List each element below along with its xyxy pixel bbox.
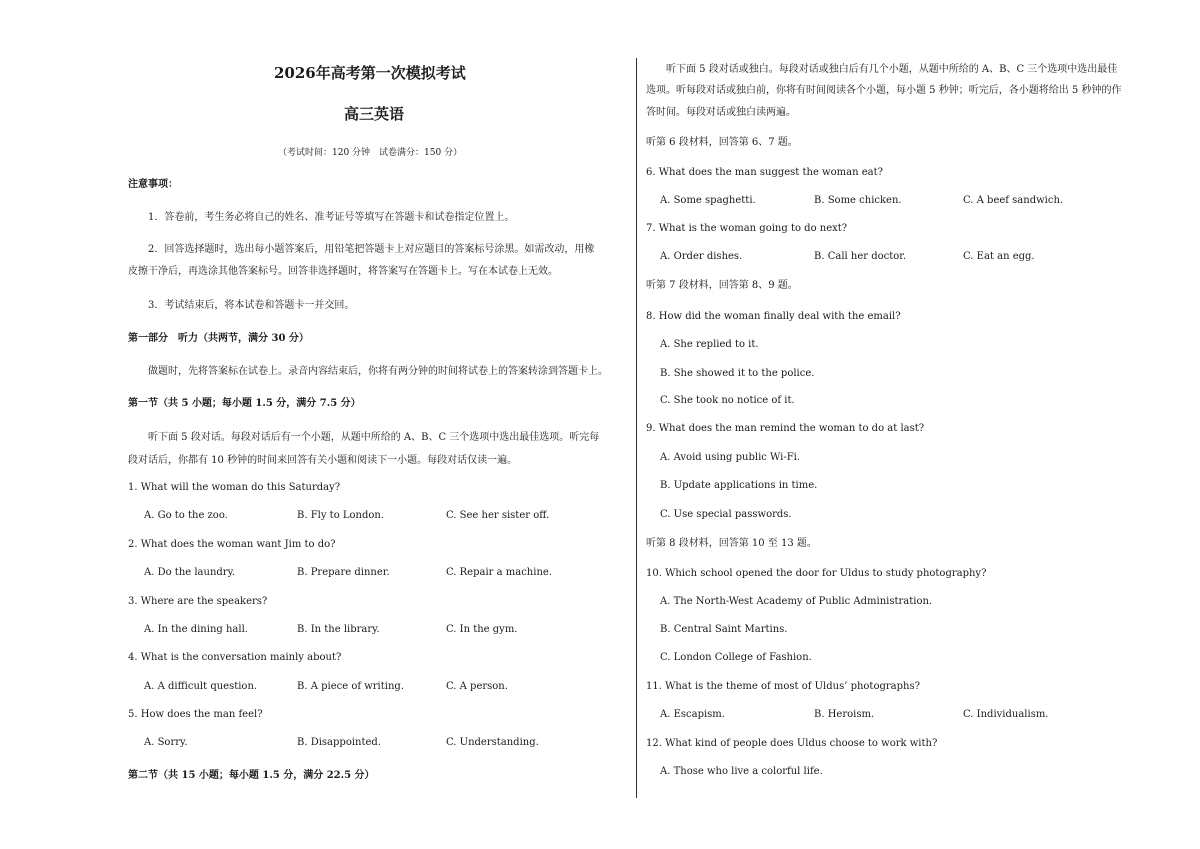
material-label: 听第 6 段材料，回答第 6、7 题。 <box>646 137 798 148</box>
question-stem: 7. What is the woman going to do next? <box>646 223 848 234</box>
question-stem: 9. What does the man remind the woman to do at last? <box>646 423 925 434</box>
section1-heading: 第一节（共 5 小题；每小题 1.5 分，满分 7.5 分） <box>128 398 361 409</box>
option-b: B. Central Saint Martins. <box>660 624 788 635</box>
question-stem: 11. What is the theme of most of Uldus’ photographs? <box>646 681 920 692</box>
exam-title: 2026年高考第一次模拟考试 <box>274 64 466 82</box>
option-b: B. A piece of writing. <box>297 681 404 692</box>
option-c: C. London College of Fashion. <box>660 652 812 663</box>
option-b: B. Fly to London. <box>297 510 385 521</box>
option-b: B. Prepare dinner. <box>297 567 390 578</box>
option-a: A. The North-West Academy of Public Administration. <box>660 596 933 607</box>
option-c: C. Eat an egg. <box>963 251 1035 262</box>
exam-subject: 高三英语 <box>344 105 405 123</box>
notice-heading: 注意事项： <box>128 179 178 190</box>
question-stem: 5. How does the man feel? <box>128 709 263 720</box>
option-c: C. See her sister off. <box>446 510 550 521</box>
option-a: A. A difficult question. <box>144 681 258 692</box>
question-stem: 12. What kind of people does Uldus choose to work with? <box>646 738 938 749</box>
exam-meta: （考试时间：120 分钟 试卷满分：150 分） <box>278 148 463 158</box>
column-divider <box>636 58 637 798</box>
option-c: C. Understanding. <box>446 737 539 748</box>
section1-instruction: 段对话后，你都有 10 秒钟的时间来回答有关小题和阅读下一小题。每段对话仅读一遍。 <box>128 455 518 466</box>
option-b: B. Heroism. <box>814 709 875 720</box>
option-b: B. Call her doctor. <box>814 251 907 262</box>
option-b: B. Update applications in time. <box>660 480 818 491</box>
option-c: C. Repair a machine. <box>446 567 552 578</box>
notice-item: 1．答卷前，考生务必将自己的姓名、准考证号等填写在答题卡和试卷指定位置上。 <box>148 212 515 223</box>
material-label: 听第 7 段材料，回答第 8、9 题。 <box>646 280 798 291</box>
section2-instruction: 选项。听每段对话或独白前，你将有时间阅读各个小题，每小题 5 秒钟；听完后，各小题将给出 5 秒钟的作 <box>646 85 1122 96</box>
question-stem: 1. What will the woman do this Saturday? <box>128 482 341 493</box>
option-a: A. Go to the zoo. <box>144 510 228 521</box>
question-stem: 4. What is the conversation mainly about? <box>128 652 342 663</box>
notice-item: 皮擦干净后，再选涂其他答案标号。回答非选择题时，将答案写在答题卡上。写在本试卷上无效。 <box>128 266 558 277</box>
question-stem: 10. Which school opened the door for Uldus to study photography? <box>646 568 987 579</box>
option-a: A. Those who live a colorful life. <box>660 766 823 777</box>
option-a: A. Do the laundry. <box>144 567 236 578</box>
notice-item: 3．考试结束后，将本试卷和答题卡一并交回。 <box>148 300 355 311</box>
option-a: A. Sorry. <box>144 737 188 748</box>
option-a: A. She replied to it. <box>660 339 759 350</box>
option-c: C. She took no notice of it. <box>660 395 795 406</box>
notice-item: 2．回答选择题时，选出每小题答案后，用铅笔把答题卡上对应题目的答案标号涂黑。如需改动，用橡 <box>148 244 595 255</box>
material-label: 听第 8 段材料，回答第 10 至 13 题。 <box>646 538 817 549</box>
question-stem: 8. How did the woman finally deal with the email? <box>646 311 901 322</box>
option-b: B. In the library. <box>297 624 380 635</box>
option-a: A. In the dining hall. <box>144 624 248 635</box>
question-stem: 6. What does the man suggest the woman eat? <box>646 167 883 178</box>
part1-heading: 第一部分 听力（共两节，满分 30 分） <box>128 333 309 344</box>
question-stem: 2. What does the woman want Jim to do? <box>128 539 336 550</box>
option-b: B. Disappointed. <box>297 737 381 748</box>
option-c: C. A person. <box>446 681 508 692</box>
section1-instruction: 听下面 5 段对话。每段对话后有一个小题，从题中所给的 A、B、C 三个选项中选出最佳选项。听完每 <box>148 432 600 443</box>
option-a: A. Order dishes. <box>660 251 743 262</box>
option-a: A. Escapism. <box>660 709 725 720</box>
section2-instruction: 答时间。每段对话或独白读两遍。 <box>646 107 796 118</box>
option-b: B. Some chicken. <box>814 195 902 206</box>
part1-instruction: 做题时，先将答案标在试卷上。录音内容结束后，你将有两分钟的时间将试卷上的答案转涂到答题卡上。 <box>148 366 608 377</box>
option-a: A. Avoid using public Wi-Fi. <box>660 452 801 463</box>
option-c: C. Individualism. <box>963 709 1049 720</box>
option-c: C. Use special passwords. <box>660 509 792 520</box>
option-a: A. Some spaghetti. <box>660 195 756 206</box>
option-b: B. She showed it to the police. <box>660 368 815 379</box>
question-stem: 3. Where are the speakers? <box>128 596 268 607</box>
option-c: C. In the gym. <box>446 624 518 635</box>
option-c: C. A beef sandwich. <box>963 195 1064 206</box>
section2-instruction: 听下面 5 段对话或独白。每段对话或独白后有几个小题，从题中所给的 A、B、C 三个选项中选出最佳 <box>666 64 1118 75</box>
section2-heading: 第二节（共 15 小题；每小题 1.5 分，满分 22.5 分） <box>128 770 375 781</box>
